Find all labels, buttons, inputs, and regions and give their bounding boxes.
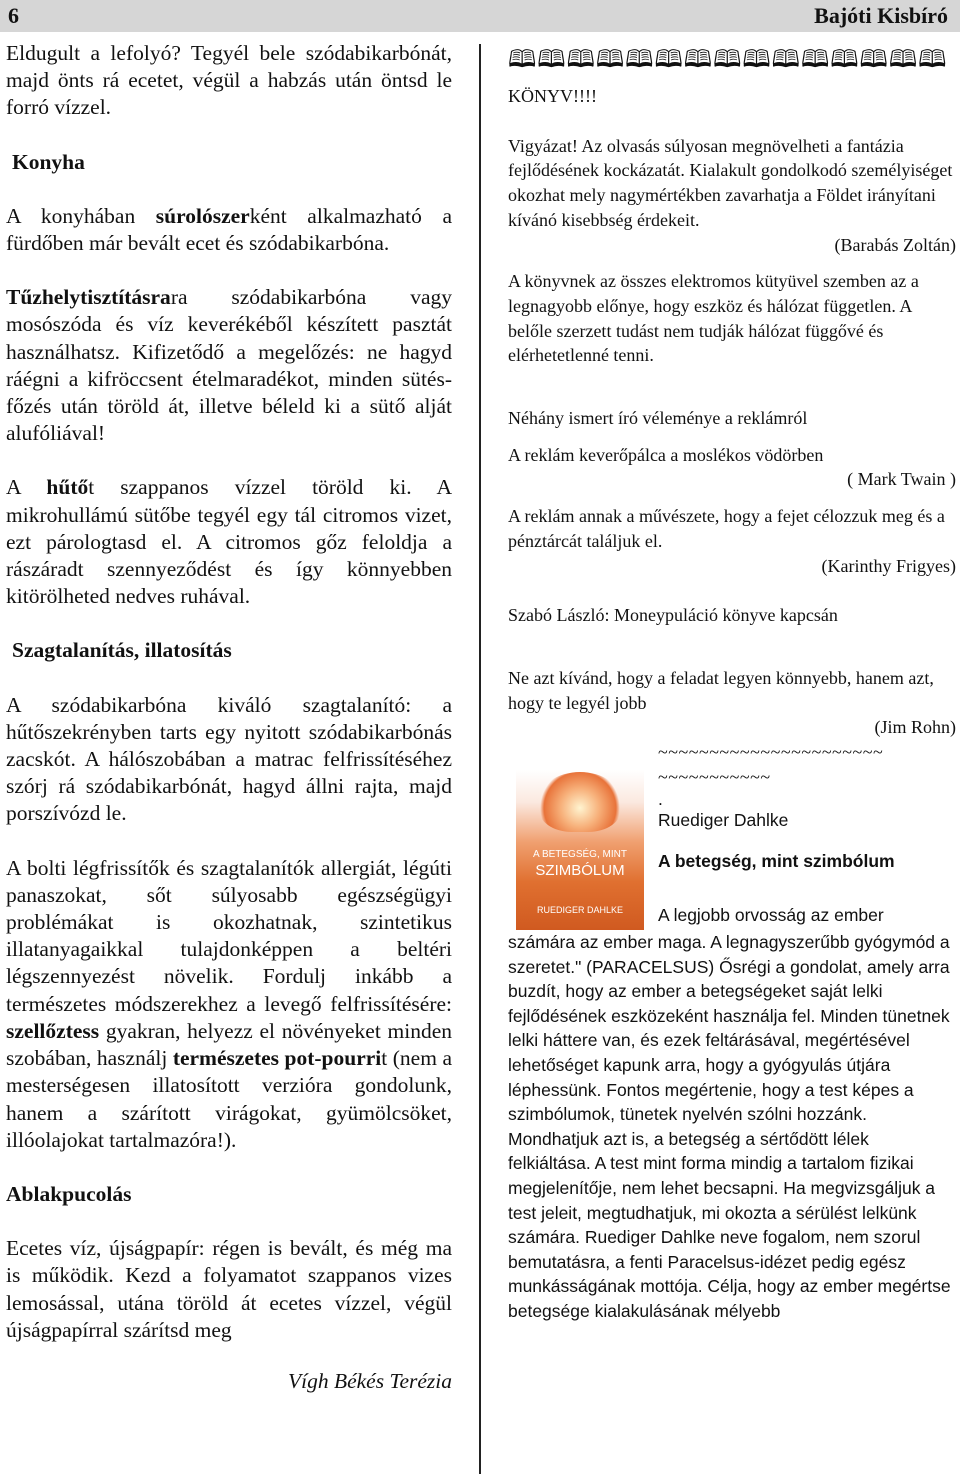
cover-author: RUEDIGER DAHLKE — [536, 905, 624, 916]
book-info — [658, 740, 956, 928]
tilde-separator: ~~~~~~~~~~~ — [658, 767, 771, 788]
page-number: 6 — [8, 3, 19, 28]
cover-subtitle: A BETEGSÉG, MINT — [533, 849, 627, 861]
book-review: számára az ember maga. A legnagyszerűbb gyógymód a szeretet." (PARACELSUS) Ősrégi a gondolat, amely arra buzdít, hogy az ember a betegségeket saját lelki fejlődésének eszközeként használja fel. Minden tünetnek lelki háttere van, és ezek feltárásával, megértésével lehetőséget kapunk arra, hogy a gyógyulás útjára léphessünk. Fontos megértenie, hogy a test képes a szimbólumok, tünetek nyelvén szólni hozzánk. Mondhatjuk azt is, a betegség a sértődött lélek felkiáltása. A test mint forma mindig a tartalom fizikai megjelenítője, nem lehet becsapni. Ha megvizsgáljuk a test jeleit, megtudhatjuk, mi okozta a sérülést lelkünk számára. Ruediger Dahlke neve fogalom, nem szorul bemutatásra, a fenti Paracelsus-idézet pedig egész munkásságának mottója. Célja, hogy az ember megértse betegsége kialakulásának mélyebb — [508, 932, 951, 1321]
text-fragment: ként alkalmazható a fürdőben már bevált ecet és szódabikarbóna. — [6, 203, 452, 256]
szabo-heading: Szabó László: Moneypuláció könyve kapcsán — [508, 605, 838, 626]
cover-title — [516, 848, 644, 880]
quote-author: (Jim Rohn) — [874, 717, 956, 738]
bold-term: természetes pot-pourri — [172, 1046, 382, 1071]
section-title-ablakpucolas: Ablakpucolás — [6, 1181, 132, 1206]
bolti-paragraph — [6, 855, 452, 1154]
section-title-szagtalanitas: Szagtalanítás, illatosítás — [12, 638, 232, 663]
book-feature — [508, 740, 956, 930]
konyha-paragraph — [6, 203, 452, 257]
text-fragment: A konyhában — [6, 203, 156, 228]
quote-author: ( Mark Twain ) — [847, 469, 956, 490]
section-title-konyha: Konyha — [12, 149, 85, 174]
konyv-heading: KÖNYV!!!! — [508, 86, 597, 106]
books-decoration: 🕮🕮🕮🕮🕮🕮🕮🕮🕮🕮🕮🕮🕮🕮🕮 — [508, 47, 948, 73]
quote-text: A reklám annak a művészete, hogy a fejet célozzuk meg és a pénztárcát találjuk el. — [508, 506, 945, 551]
huto-paragraph — [6, 474, 452, 610]
bold-term: szellőztess — [6, 1018, 100, 1043]
szagtalanitas-paragraph: A szódabikarbóna kiváló szagtalanító: a hűtőszekrényben tarts egy nyitott szódabikarbónás zacskót. A hálószobában a matrac felfrissítéséhez szórj rá szódabikarbónát, hagyd állni rajta, majd porszívózd le. — [6, 692, 452, 826]
quote-author: (Karinthy Frigyes) — [821, 555, 956, 576]
book-cover-image — [516, 770, 644, 930]
tilde-separator: ~~~~~~~~~~~~~~~~~~~~~~ — [658, 742, 884, 763]
text-fragment: ra szódabikarbóna vagy mosószóda és víz keverékéből készített pasztát használhatsz. Kifizetődő a megelőzés: ne hagyd ráégni a kifröccsent ételmaradékot, minden sütés-főzés után töröld át, illetve béleld ki a sütő alját alufóliával! — [6, 285, 452, 446]
text-fragment: gyakran, helyezz el növényeket minden szobában, használj — [6, 1018, 452, 1071]
reklam-heading: Néhány ismert író véleménye a reklámról — [508, 408, 808, 429]
publication-name: Bajóti Kisbíró — [814, 3, 948, 28]
bold-term: Tűzhelytisztításra — [6, 285, 171, 310]
drain-tip: Eldugult a lefolyó? Tegyél bele szódabikarbónát, majd önts rá ecetet, végül a habzás után öntsd le forró vízzel. — [6, 41, 452, 120]
left-column — [6, 40, 452, 1422]
review-first-line: A legjobb orvosság az ember — [658, 905, 884, 926]
flower-icon — [538, 772, 622, 832]
tuzhely-paragraph — [6, 284, 452, 447]
page-header — [0, 0, 960, 32]
quote-author: (Barabás Zoltán) — [834, 234, 956, 255]
text-fragment: t szappanos vízzel töröld ki. A mikrohullámú sütőbe tegyél egy tál citromos vizet, ezt párologtasd el. A citromos gőz feloldja a rászáradt szennyeződést és így könnyebben kitörölheted nedves ruhával. — [6, 475, 452, 609]
author-signature: Vígh Békés Terézia — [287, 1368, 452, 1393]
text-fragment: A — [6, 475, 47, 500]
bold-term: hűtő — [46, 475, 89, 500]
right-column — [508, 40, 956, 1324]
bold-term: súrolószer — [155, 203, 250, 228]
ablakpucolas-paragraph: Ecetes víz, újságpapír: régen is bevált, és még ma is működik. Kezd a folyamatot szappanos vizes lemosással, utána töröld át ecetes vízzel, végül újságpapírral szárítsd meg — [6, 1236, 452, 1342]
text-fragment: A bolti légfrissítők és szagtalanítók allergiát, légúti panaszokat, sőt súlyosabb egészségügyi problémákat is okozhatnak, szintetikus illatanyagaikkal tulajdonképpen a beltéri légszennyezést növelik. Fordulj inkább a természetes módszerekhez a levegő felfrissítésére: — [6, 855, 452, 1016]
text-fragment: t (nem a mesterségesen illatosított verzióra gondolunk, hanem a szárított virágokat, gyümölcsöket, illóolajokat tartalmazóra!). — [6, 1046, 452, 1152]
cover-main-title: SZIMBÓLUM — [535, 862, 625, 880]
quote-text: A reklám keverőpálca a moslékos vödörben — [508, 444, 824, 465]
separator-dot: . — [658, 789, 663, 810]
book-author: Ruediger Dahlke — [658, 810, 789, 831]
quote-text: Ne azt kívánd, hogy a feladat legyen könnyebb, hanem azt, hogy te legyél jobb — [508, 667, 934, 713]
konyvnek-paragraph: A könyvnek az összes elektromos kütyüvel szemben az a legnagyobb előnye, hogy eszköz és hálózat független. A belőle szerzett tudást nem tudják hálózat függővé és elérhetetlenné tenni. — [508, 271, 919, 366]
vigyazat-paragraph: Vigyázat! Az olvasás súlyosan megnövelheti a fantázia fejlődésének kockázatát. Kialakult gondolkodó személyiséget okozhat mely nagymértékben zavarhatja a Földet irányítani kívánó kisebbség érdekeit. — [508, 135, 953, 230]
column-divider — [479, 44, 481, 1474]
book-title: A betegség, mint szimbólum — [658, 850, 895, 871]
